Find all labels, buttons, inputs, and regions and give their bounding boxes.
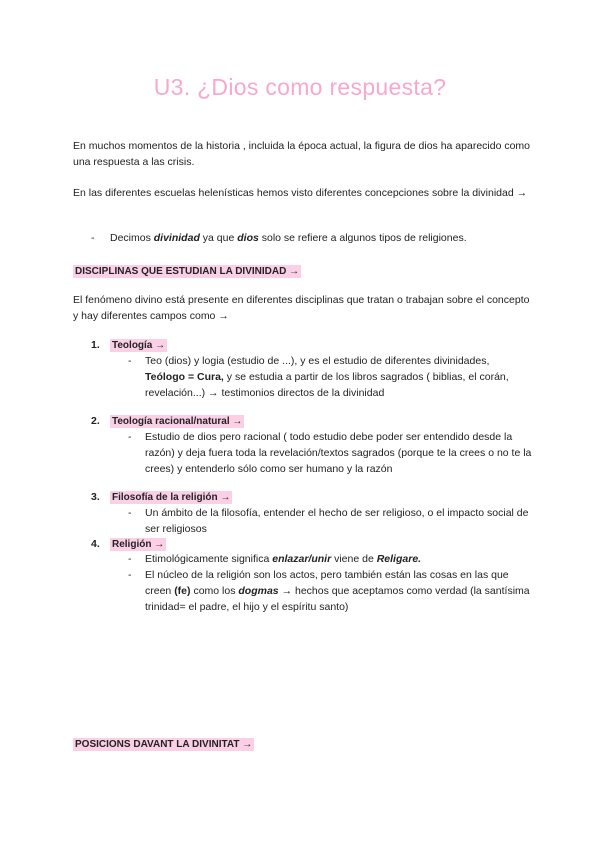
- item-text-religion-2: [145, 567, 535, 615]
- item-text-teologia: [145, 353, 535, 401]
- term-enlazar-unir: enlazar/unir: [272, 553, 332, 565]
- section-heading-disciplinas: [73, 263, 533, 280]
- term-divinidad: divinidad: [153, 232, 200, 244]
- section-heading-posicions: [73, 736, 533, 753]
- item-text-religion-1: [145, 551, 535, 567]
- heading-highlight: Teología →: [112, 340, 166, 351]
- item-text: El núcleo de la religión son los actos, pero también están las cosas en las que creen: [145, 569, 509, 597]
- item-text: Teo (dios) y logia (estudio de ...), y es el estudio de diferentes divinidades,: [145, 355, 490, 367]
- heading-highlight: DISCIPLINAS QUE ESTUDIAN LA DIVINIDAD →: [75, 266, 300, 277]
- item-number: 1.: [91, 339, 100, 351]
- item-text: Etimológicamente significa: [145, 553, 273, 565]
- sub-dash: -: [128, 431, 132, 443]
- item-heading-filosofia: [110, 489, 570, 506]
- item-heading-teologia: [110, 337, 570, 354]
- page-title: U3. ¿Dios como respuesta?: [153, 74, 447, 100]
- item-number: 2.: [91, 415, 100, 427]
- item-heading-teologia-racional: [110, 413, 570, 430]
- sub-dash: -: [128, 569, 132, 581]
- item-text: → hechos que aceptamos como verdad (la santísima trinidad= el padre, el hijo y el espíritu santo): [145, 585, 530, 613]
- bullet-dash: -: [91, 232, 95, 244]
- item-number: 4.: [91, 538, 100, 550]
- bullet-divinidad: [110, 230, 540, 246]
- item-text: y se estudia a partir de los libros sagrados ( biblias, el corán, revelación...) → testimonios directos de la divinidad: [145, 371, 509, 399]
- bullet-text: ya que: [199, 232, 238, 244]
- term-dogmas: dogmas: [238, 585, 279, 597]
- bullet-text: solo se refiere a algunos tipos de religiones.: [258, 232, 467, 244]
- bullet-text: Decimos: [110, 232, 154, 244]
- term-dios: dios: [237, 232, 259, 244]
- heading-highlight: POSICIONS DAVANT LA DIVINITAT →: [75, 739, 253, 750]
- item-text: viene de: [331, 553, 377, 565]
- heading-highlight: Religión →: [112, 539, 165, 550]
- item-number: 3.: [91, 491, 100, 503]
- heading-highlight: Filosofía de la religión →: [112, 492, 231, 503]
- term-fe: (fe): [174, 585, 191, 597]
- term-religare: Religare.: [376, 553, 422, 565]
- intro-paragraph-1: En muchos momentos de la historia , incluida la época actual, la figura de dios ha aparecido como una respuesta a las crisis.: [73, 140, 531, 168]
- sub-dash: -: [128, 355, 132, 367]
- heading-highlight: Teología racional/natural →: [112, 416, 243, 427]
- disciplinas-paragraph: El fenómeno divino está presente en diferentes disciplinas que tratan o trabajan sobre el concepto y hay diferentes campos como →: [73, 294, 530, 322]
- intro-paragraph-2: En las diferentes escuelas helenísticas hemos visto diferentes concepciones sobre la divinidad →: [73, 187, 528, 199]
- item-text-filosofia: Un ámbito de la filosofía, entender el hecho de ser religioso, o el impacto social de ser religiosos: [145, 507, 529, 535]
- term-teologo: Teólogo = Cura,: [145, 371, 224, 383]
- sub-dash: -: [128, 507, 132, 519]
- item-text-teologia-racional: Estudio de dios pero racional ( todo estudio debe poder ser entendido desde la razón) y deja fuera toda la revelación/textos sagrados (porque te la crees o no te la crees) y entenderlo sólo como ser humano y la razón: [145, 431, 532, 475]
- sub-dash: -: [128, 553, 132, 565]
- item-text: como los: [190, 585, 239, 597]
